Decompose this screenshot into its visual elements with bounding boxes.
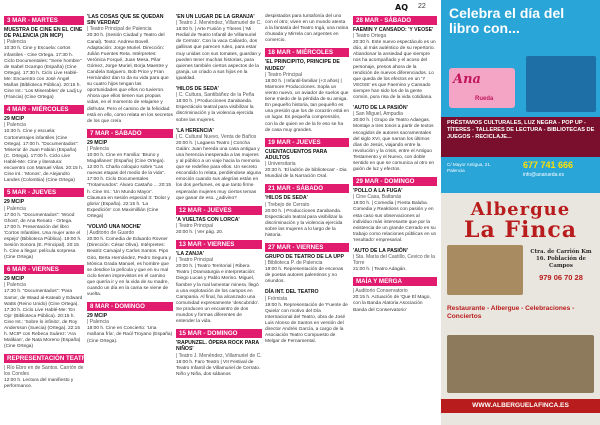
column-5: [353, 14, 437, 425]
event-description: 10:30 h. Cine y escuela: Cortometrajes infantiles (Cine Ortega). 17:00 h. "Documentados": 'Miseria' de Juan Fabián (España) (C. Ortega). 17:00 h. Ciclo Live Hablé-Me: Cine y literatura: encuentro con Manuel Vilas. 20:15 h. Cine int.: 'Monos', de Alejandro Landes (Colombia) (Cine Ortega): [4, 129, 84, 184]
albergue-website-link[interactable]: WWW.ALBERGUELAFINCA.ES: [472, 402, 569, 409]
agenda-event: [265, 14, 349, 44]
column-4: [265, 14, 349, 425]
event-title: 'EN UN LUGAR DE LA GRANJA': [176, 14, 255, 20]
date-header: 19 MAR - JUEVES: [265, 138, 349, 147]
event-description: 20:00 h. | Ver pág. 20.: [176, 229, 224, 235]
date-header: REPRESENTACIÓN TEATRALIZADA SOBRE LA IGUALDAD: [4, 354, 84, 363]
event-description: 19:00 h. Representación de escenas de poetas autores palentinos y no oriundos.: [265, 267, 344, 285]
event-title: DÍA INT. DEL TEATRO: [265, 289, 319, 296]
event-title: 'POLLO A LA FUGA': [353, 188, 403, 195]
event-venue: | Biblioteca P. de Palencia: [265, 260, 323, 267]
albergue-logo-image: [447, 245, 523, 295]
agenda-event: [353, 288, 437, 313]
date-header: 18 MAR - MIÉRCOLES: [265, 48, 349, 57]
event-title: 'AUTO DE LA PASIÓN': [353, 248, 408, 255]
event-description: 18:00 h. Cine en Concierto: 'Una mañana fría', de Raúl Troyano (España) (Cine Ortega).: [87, 326, 173, 344]
bookshop-ad[interactable]: [441, 0, 600, 193]
agenda-event: [176, 217, 262, 236]
bookshop-photo: [526, 56, 596, 112]
event-title: 'LA ZANJA': [176, 251, 204, 258]
date-header: 21 MAR - SÁBADO: [265, 184, 349, 193]
date-header: 7 MAR - SÁBADO: [87, 129, 173, 138]
date-header: 12 MAR - JUEVES: [176, 206, 262, 215]
date-header: 8 MAR - DOMINGO: [87, 302, 173, 311]
event-description: 12:00 h. Lectura del manifiesto y performance.: [4, 378, 74, 390]
event-description: 17:30 h. "Documentados": 'Para Sama', de Waad al-Kateab y Edward Watts (Reino Unido) (Cine Ortega). 17:30 h. Ciclo Live Hablé-Me: 'En Ojo' (Biblioteca Pública). 20:15 h. Cine Int.: 'Sobre lo infinito', de Roy Andersson (Suecia) (Ortega). 22:15 h. MCIP con Rebeca Suárez: 'Ara Malikian', de Nata Moreno (España) (Cine Ortega): [4, 289, 83, 350]
agenda-event: [176, 86, 262, 124]
event-venue: | Teatro Principal: [265, 71, 303, 78]
event-description: 20:00 h. | Producciones Zarabanda. Espectáculo teatral para visibilizar la discriminación y la violencia ejercida sobre las mujeres a lo largo de la historia.: [265, 208, 343, 238]
date-header: 3 MAR - MARTES: [4, 16, 84, 25]
agenda-event: [176, 251, 262, 325]
agenda-event: [353, 27, 437, 101]
agenda-event: [265, 289, 349, 345]
event-venue: | Teatro Principal: [176, 222, 214, 229]
agenda-event: [176, 128, 262, 202]
event-venue: | Palencia: [87, 146, 109, 153]
event-description: 18:00 h. Faro Teatro | VII Festival de Teatro Infantil de Villamuriel de Cerrato. Niño y Niña, dos sábanos: [176, 359, 261, 377]
event-title: 29 MCIP: [4, 276, 25, 283]
column-2: [87, 14, 173, 425]
albergue-ad-title-line1: Albergue: [470, 199, 571, 220]
bookshop-phone[interactable]: 677 741 666: [523, 160, 574, 170]
event-venue: | Teatro J. Menéndez, Villamuriel de C.: [176, 20, 262, 27]
column-3: [176, 14, 262, 425]
event-title: 'EL PRINCIPITO, PRINCIPE DE NUDEO': [265, 59, 340, 72]
bookshop-activities-text: PRÉSTAMOS CULTURALES, LUZ NEGRA - POP UP - TÍTERES - TALLERES DE LECTURA - BIBLIOTECAS DE JUEGOS - RECICLAJE...: [447, 120, 595, 140]
page-number: 22: [418, 3, 426, 10]
agenda-event: [176, 14, 262, 82]
event-description: 18:00 h. | Infantil-familiar (+3 años) | Marmore Producciones. Sopla un viento nuevo, un aviador de suelos que tiene miedo de la pérdida de su amiga. En pequeño historia, tan pequeño es una presión que los de corazón está en un lugar. Es pequeña comprensión, con la de quien ve de la fe eso se ha de casa muy grandes.: [265, 78, 350, 133]
agenda-event: [265, 195, 349, 239]
event-venue: | Palencia: [4, 282, 26, 289]
date-header: 27 MAR - VIERNES: [265, 243, 349, 252]
event-venue: | C. Cultura, Santibáñez de la Peña: [176, 92, 255, 99]
date-header: 13 MAR - VIERNES: [176, 240, 262, 249]
event-venue: | Teatro Ortega: [353, 33, 387, 40]
agenda-event: [4, 365, 84, 390]
agenda-event: [87, 14, 173, 125]
event-title: 'LAS COSAS QUE SE QUEDAN SIN VERDAD': [87, 14, 164, 27]
agenda-event: [4, 27, 84, 101]
date-header: MAÍA Y MERGA: [353, 277, 437, 286]
date-header: 29 MAR - DOMINGO: [353, 177, 437, 186]
event-title: 29 MCIP: [87, 139, 108, 146]
albergue-photo: [447, 335, 594, 393]
albergue-address: Ctra. de Carrión Km 16. Población de Campos: [530, 249, 592, 269]
event-description: 19:00 h. | Comedia | Fiesta Baluba. Comedia y Reaktions con pasión y en esta caso sus observaciones al individuo más interesante que por la existencia de un grande Cerrado en su trabajo como relaciones públicas en un 'resultado' empresarial.: [353, 201, 437, 243]
event-description: 20:00 h. | Grupo de Teatro Adaegas. Montaje a tres tonos a partir de textos escogidos de autores sacramentales del siglo XVI, que narran los últimos días de Jesús, viajando entre la revolución y la crisis, entre el Antiguo Testamento y el Nuevo, con doble sentido en que se comunica al otro en guión de luz y efectos.: [353, 118, 435, 173]
date-header: 15 MAR - DOMINGO: [176, 329, 262, 338]
agenda-event: [265, 254, 349, 285]
event-description: 20:30 h. (Sesión Ciudad y Teatro del Canal). Texto: Andrew Bovell. Adaptación: Jorge Muriel. Dirección: Julián Fuentes Reta. Intérpretes: Verónica Forqué, Juan Mesa, Pilar Gómez, Jorge Muriel, Borja Maestre y Candela Salguero. Bob Price y Fran Hernández dan to da su vida para que su cuatro hijos tengan las oportunidades que ellos no tuvieron. Ahora que ellos tienen sus propias vidas, en el momento de relajarse y disfrutar. Pero el camino de la felicidad está en ello, como relata en los secretos de los que creía: [87, 33, 173, 124]
event-venue: | Auditorio de Guardo: [87, 230, 135, 237]
agenda-event: [353, 188, 437, 244]
date-header: 28 MAR - SÁBADO: [353, 16, 437, 25]
bookshop-ad-headline: Celebra el día del libro con...: [449, 5, 565, 36]
agenda-event: [265, 149, 349, 181]
event-venue: | Palencia: [4, 205, 26, 212]
event-description: 10:30 h. Cine y Escuela: cortos infantiles - Cine Ortega. 17:30 h. Ciclo Documentales: "Serie hombre" de Isabel Ocampo (España) (Cine Ortega). 17:30 h. Ciclo Live Hablé-Me: Encuentro con José Ángel Mañas (Biblioteca Pública). 20:15 h. Cine Int.: 'Los Miserables' de Ladj Ly (Francia) (Cine Ortega): [4, 46, 82, 101]
event-description: 21:00 h. | Teatro Adagán.: [353, 267, 407, 273]
date-header: 5 MAR - JUEVES: [4, 188, 84, 197]
event-title: 29 MCIP: [87, 313, 108, 320]
event-description: 18:00 h. | Arte Fusión y Títeres | 'Mi Redial de Teatro Infantil de Villamuriel de Cerrato'. Con la vaca Caliardo, dos gallinas que parecen ruleo, para estar muy unidas con sus tomates, guardan y pueden tener muchas historias, para quienes también ciertos aspectos de la granja, un criado a sus hijos en la igualdad.: [176, 27, 261, 81]
agenda-event: [176, 340, 262, 378]
publication-logo: AQ: [395, 3, 408, 12]
bookshop-email[interactable]: info@anarueda.es: [523, 172, 564, 178]
event-venue: | Auditorio Conservatorio: [353, 288, 408, 295]
event-title: FAEMIN Y CANSADO: 'Y VEOSE': [353, 27, 434, 33]
event-title: 29 MCIP: [4, 199, 25, 206]
agenda-event: [4, 199, 84, 261]
event-title: 'AUTO DE LA PASIÓN': [353, 105, 408, 112]
albergue-ad[interactable]: [441, 193, 600, 425]
event-venue: | Universitaria: [265, 161, 296, 168]
event-venue: | Trebejo de Cerrato: [265, 201, 310, 208]
event-title: MUESTRA DE CINE EN EL CINE DE PALENCIA (3N MCP): [4, 27, 83, 40]
albergue-services: Restaurante - Albergue - Celebraciones - Conciertos: [447, 305, 575, 321]
event-title: CUENTACUENTOS PARA ADULTOS: [265, 148, 328, 161]
event-description: 10:00 h. Cine en Familia: 'Bruno y Magallanes' (España) (Cine Ortega). 12:00 h. Charla coloquio sobre "Las nuevas etapas del medio de la vida". 17:00 h. Ciclo Documentales 'Trotamundos': Álvaro Castaño ... 20:15 h. Cine Int.: 'Un Mundo Mayor'. Clausura en sesión especial 3: 'Dolor y gloria' (España). 22:15 h. 'La Expedición' con Maximillián (Cine Ortega): [87, 153, 172, 219]
event-venue: | Teatro Principal: [176, 257, 214, 264]
event-venue: | Río Ebro en de Santos. Carrión de los Condes: [4, 365, 84, 378]
event-title: 'HILOS DE SEDA': [176, 86, 219, 93]
event-description: 20:30 h. Este nuevo espectáculo es un dúo, al más auténtico de su repertorio. Abandonar la ansiedad que siempre nos ha acompañado y el acoso del personaje, presos ahora de la rendición de nuevos diferenciados. Lo que queda de los efectos en un 'Y VEOSE' es que Faemino y Cansado siempre han sido los de la gente común, pura risa de la vida cotidiana.: [353, 40, 436, 101]
event-venue: | San Miguel, Ampudia: [353, 111, 403, 118]
agenda-event: [87, 224, 173, 298]
event-venue: | C. Cultural Nuevo, Venta de Baños: [176, 133, 257, 140]
event-venue: | Frómista: [265, 295, 288, 302]
event-venue: | Palencia: [87, 319, 109, 326]
bookshop-logo-subtext: Rueda: [475, 96, 494, 102]
event-description: 17:00 h. "Documentados": 'Wood Ghost', de Ana Renato - Ortega. 17:00 h. Presentación del libro 'Cortos Infantiles. Una mujer ante el espejo' (Biblioteca Pública). 19:00 h. Sesión Sonora (E. Principal). 20:15 h. Cine a llegar: película sorpresa (Cine Ortega): [4, 212, 82, 261]
event-title: 'RAPUNZEL. ÓPERA ROCK PARA NIÑOS': [176, 340, 259, 353]
bookshop-address: C/ Mayor Antigua, 21. Palencia: [447, 162, 492, 173]
agenda-event: [353, 248, 437, 273]
event-title: 'VOLVIÓ UNA NOCHE': [87, 224, 142, 231]
date-header: 4 MAR - MIÉRCOLES: [4, 105, 84, 114]
agenda-event: [4, 116, 84, 184]
bookshop-logo-text: Ana: [453, 72, 481, 87]
event-venue: | Palencia: [4, 122, 26, 129]
event-venue: | Palencia: [4, 39, 26, 46]
event-description: 20:15 h. Actuación de 'Que El Mago, con la Banda Alatoria Asociación Banda del Conservatorio': [353, 295, 431, 313]
event-description: 20:00 h. Comedia de Eduardo Rovner (Dirección: César Oliva). Intérpretes: Beatriz Carvajal y Carlos Santos. Pipo Giro, Berta Hernández, Pedro Segura y Mónica Grada Manuel, es hombre que se desdice la película y que en su mal ciclo tienen imprevistos en el camino que quería ir y en la vida de su madre, cuando un día en la cama se viene de vuelta.: [87, 237, 171, 298]
event-description: 18:00 h. | Producciones Zarabanda. Espectáculo teatral para visibilizar la discriminación y la violencia ejercida sobre las mujeres.: [176, 99, 254, 123]
agenda-event: [353, 105, 437, 173]
agenda-event: [265, 59, 349, 133]
advertisement-panel: [441, 0, 600, 425]
event-description: 20:00 h. | Lagaera Teatro | Concha Galán: Juan hereda una casa antigua y una herencia inesperada a las mujeres y al público a un viaje hacia la memoria que se redefine para ellos. Un secreto escondido lo relata, perdiéndose alguna emoción cuando sus alegrías están en los dos perfumes, es que tanto firme esperarán mujeres muy ciertos temas que ganar de eso. ¿adivino?: [176, 140, 262, 201]
agenda-event: [4, 276, 84, 350]
event-title: 29 MCIP: [4, 116, 25, 123]
event-title: GRUPO DE TEATRO DE LA UPP: [265, 253, 344, 260]
albergue-ad-title-line2: La Finca: [463, 217, 577, 243]
agenda-event: [87, 313, 173, 344]
event-venue: | Cine Casa, Baltanás: [353, 194, 402, 201]
event-venue: | Teatro J. Menéndez, Villamuriel de C.: [176, 352, 262, 359]
event-title: 'HILOS DE SEDA': [265, 195, 308, 202]
page-header: [0, 0, 440, 14]
event-title: 'A VUELTAS CON LORCA': [176, 216, 240, 223]
event-venue: | Sta. María del Castillo, Cevico de la Torre: [353, 254, 435, 267]
event-venue: | Teatro Principal de Palencia: [87, 26, 152, 33]
agenda-event: [87, 140, 173, 220]
event-description: 19:00 h. Representación de 'Fuente de Quiela' con motivo del Día Internacional del Teatro, obra de José Luis Alonso de Santos en versión del director Andrés García, a cargo de la Asociación Teatro Compuesto de Melgar de Fernamental.: [265, 302, 348, 345]
event-description: 20:30 h. 'El ladrón de bibliotecas' - Dia Mundial de la Narración Oral.: [265, 168, 347, 180]
event-title: 'LA HERENCIA': [176, 127, 214, 134]
date-header: 6 MAR - VIERNES: [4, 265, 84, 274]
event-description: despistados para tuntafonía del uno con el otro; viven en un mundo atenta a la fantasía del Teatro Ingá, una rutina chusada y Mirrela con argentes en comercio.: [265, 14, 349, 44]
albergue-phone[interactable]: 979 06 70 28: [539, 273, 583, 282]
event-description: 20:00 h. | Teatro Territorial | Ribera Teatro | Dramaturgia e interpretación: Diego Lucas y Pablo Merino. Miguel, fiambre y la mal lamentar minera. llegó a una explotación de los campos en Campania. Al final, ha alcanzado una comunidad expresamente 'descubrido'. Se producen un encuentro de dos mundos y formas diferentes de entender la vida.: [176, 264, 260, 325]
